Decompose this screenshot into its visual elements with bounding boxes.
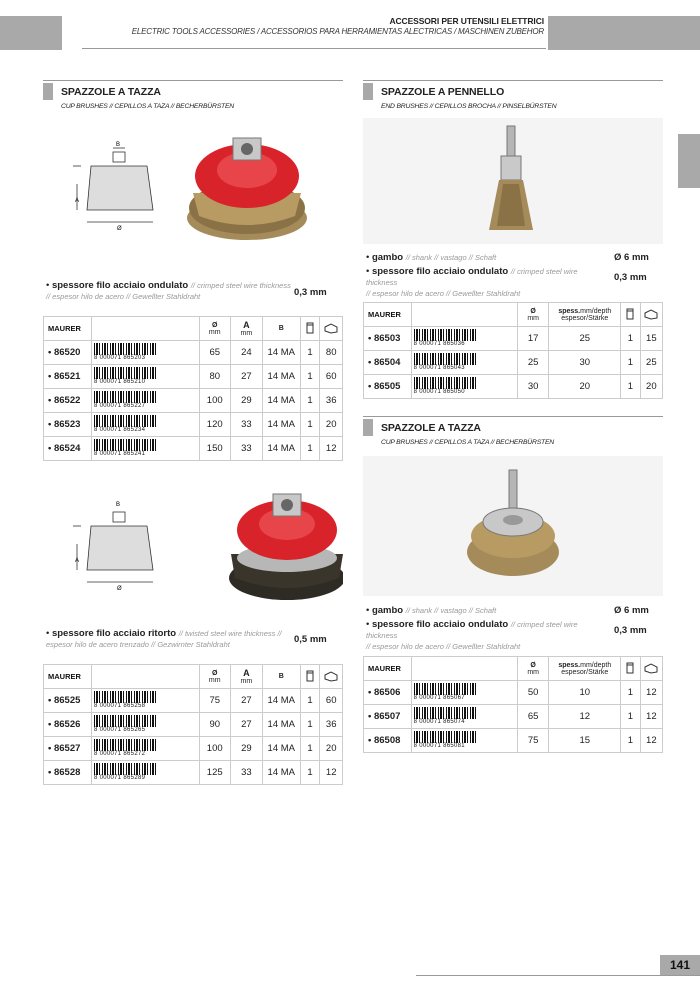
product-code: • 86523 [44,413,92,437]
cell-s: 25 [549,327,621,351]
barcode-number: 8 000071 865074 [413,719,465,725]
cell-b: 14 MA [262,437,300,461]
cell-d: 75 [517,729,549,753]
barcode-bars [414,353,476,365]
svg-text:Ø: Ø [117,586,122,592]
cell-box: 1 [621,729,641,753]
svg-text:B: B [116,502,121,508]
header-divider [82,48,546,49]
spec-shank-rb: • gambo // shank // vastago // Schaft [366,605,497,616]
table-row [44,761,343,785]
cell-s: 20 [549,375,621,399]
spec-crimped-left: • spessore filo acciaio ondulato // crimped steel wire thickness // espesor hilo de acero // Gewellter Stahldraht [46,280,291,301]
table-header [364,657,663,681]
spec-crimped-rt: • spessore filo acciaio ondulato // crimped steel wire thickness // espesor hilo de acero // Gewellter Stahldraht [366,266,578,298]
barcode [411,375,517,399]
cell-d: 65 [199,341,230,365]
barcode-number: 8 000071 865241 [94,451,146,457]
barcode-bars [94,739,156,751]
table-row [364,705,663,729]
table-row [44,737,343,761]
col-diameter: Ø mm [517,303,549,327]
pack-icon [320,665,343,689]
cell-a: 27 [230,689,262,713]
barcode-number: 8 000071 865272 [94,751,146,757]
col-diameter: Ø mm [199,317,230,341]
cell-box: 1 [300,365,320,389]
cell-s: 15 [549,729,621,753]
table-row [44,713,343,737]
cell-pack: 20 [640,375,662,399]
barcode [411,729,517,753]
shank-cup-brush-icon [363,456,663,596]
brand-logo: MAURER [364,303,412,327]
col-diameter: Ø mm [517,657,549,681]
table-row [44,413,343,437]
cell-pack: 80 [320,341,343,365]
svg-text:A: A [75,558,80,564]
barcode-number: 8 000071 865265 [94,727,146,733]
cell-a: 33 [230,437,262,461]
section-end-brushes [363,80,663,110]
table-header [44,317,343,341]
box-icon [621,657,641,681]
product-code: • 86508 [364,729,412,753]
section-subtitle: CUP BRUSHES // CEPILLOS A TAZA // BECHERBÜRSTEN [381,439,555,446]
cell-pack: 12 [640,681,662,705]
barcode-bars [94,343,156,355]
cell-pack: 20 [320,413,343,437]
cell-box: 1 [300,437,320,461]
section-marker [363,83,373,100]
table-row [44,437,343,461]
barcode-number: 8 000071 865203 [94,355,146,361]
col-b: B [262,665,300,689]
side-tab [678,134,700,188]
spec-crimped-rb: • spessore filo acciaio ondulato // crimped steel wire thickness // espesor hilo de acero // Gewellter Stahldraht [366,619,578,651]
cell-a: 29 [230,737,262,761]
table-row [44,365,343,389]
cell-box: 1 [300,689,320,713]
barcode-number: 8 000071 865210 [94,379,146,385]
barcode-number: 8 000071 865067 [413,695,465,701]
cell-box: 1 [300,389,320,413]
cell-d: 100 [199,737,230,761]
section-title: SPAZZOLE A TAZZA [381,421,481,434]
box-icon [300,665,320,689]
spec-trans2: // espesor hilo de acero // Gewellter Stahldraht [366,289,521,298]
brand-logo: MAURER [44,317,92,341]
product-code: • 86524 [44,437,92,461]
col-a: A mm [230,665,262,689]
barcode [411,705,517,729]
spec-shank-rt: • gambo // shank // vastago // Schaft [366,252,497,263]
pack-icon [640,657,662,681]
product-code: • 86507 [364,705,412,729]
product-table-left-top [43,316,343,461]
cell-box: 1 [300,341,320,365]
product-code: • 86503 [364,327,412,351]
product-table-left-bottom [43,664,343,785]
cell-b: 14 MA [262,713,300,737]
section-marker [43,83,53,100]
barcode [92,437,200,461]
barcode-bars [94,715,156,727]
cell-box: 1 [621,351,641,375]
spec-trans: // crimped steel wire thickness [190,281,291,290]
shank-value: Ø 6 mm [614,605,649,616]
cell-pack: 20 [320,737,343,761]
product-code: • 86505 [364,375,412,399]
cell-d: 75 [199,689,230,713]
barcode-number: 8 000071 865036 [413,341,465,347]
barcode-bars [414,707,476,719]
header-title: ACCESSORI PER UTENSILI ELETTRICI [389,16,544,26]
product-image-cup-brush-twisted [43,478,343,608]
shank-label: gambo [371,605,404,616]
cell-s: 12 [549,705,621,729]
table-row [364,375,663,399]
barcode-number: 8 000071 865043 [413,365,465,371]
barcode-bars [94,391,156,403]
cell-pack: 12 [640,705,662,729]
brand-logo: MAURER [44,665,92,689]
cell-pack: 60 [320,365,343,389]
product-image-shank-cup-brush [363,456,663,596]
cell-d: 150 [199,437,230,461]
cell-d: 90 [199,713,230,737]
svg-text:Ø: Ø [117,226,122,232]
table-row [44,389,343,413]
product-code: • 86528 [44,761,92,785]
spec-trans2: espesor hilo de acero trenzado // Gezwirnter Stahldraht [46,640,230,649]
cell-d: 125 [199,761,230,785]
barcode [92,689,200,713]
barcode-bars [94,415,156,427]
svg-text:B: B [116,142,121,148]
cell-d: 50 [517,681,549,705]
table-row [364,681,663,705]
section-subtitle: END BRUSHES // CEPILLOS BROCHA // PINSELBÜRSTEN [381,103,557,110]
cell-a: 33 [230,413,262,437]
cell-a: 33 [230,761,262,785]
cell-box: 1 [300,761,320,785]
shank-value: Ø 6 mm [614,252,649,263]
spec-trans: // twisted steel wire thickness // [178,629,282,638]
pack-icon [640,303,662,327]
barcode-bars [414,731,476,743]
cell-box: 1 [300,713,320,737]
box-icon [300,317,320,341]
product-code: • 86506 [364,681,412,705]
cell-a: 29 [230,389,262,413]
cell-d: 25 [517,351,549,375]
cell-box: 1 [621,705,641,729]
barcode [92,389,200,413]
cup-brush-diagram-icon [43,118,343,258]
pack-icon [320,317,343,341]
brand-logo: MAURER [364,657,412,681]
spec-label: spessore filo acciaio ondulato [51,280,189,291]
table-row [364,327,663,351]
section-subtitle: CUP BRUSHES // CEPILLOS A TAZA // BECHERBÜRSTEN [61,103,235,110]
cell-box: 1 [621,375,641,399]
product-code: • 86522 [44,389,92,413]
box-icon [621,303,641,327]
cell-box: 1 [300,413,320,437]
cell-b: 14 MA [262,413,300,437]
table-row [364,351,663,375]
cell-box: 1 [621,681,641,705]
section-title: SPAZZOLE A TAZZA [61,85,161,98]
product-code: • 86504 [364,351,412,375]
cell-d: 120 [199,413,230,437]
cell-s: 10 [549,681,621,705]
cell-d: 65 [517,705,549,729]
cell-s: 30 [549,351,621,375]
spec-value: 0,3 mm [614,625,647,636]
barcode [92,341,200,365]
barcode-bars [94,763,156,775]
barcode [411,681,517,705]
shank-trans: // shank // vastago // Schaft [405,253,497,262]
cell-d: 30 [517,375,549,399]
cell-pack: 36 [320,389,343,413]
header-subtitle: ELECTRIC TOOLS ACCESSORIES / ACCESSORIOS PARA HERRAMIENTAS ALECTRICAS / MASCHINEN ZUBEHOR [131,27,544,36]
section-marker [363,419,373,436]
end-brush-icon [363,118,663,244]
barcode-number: 8 000071 865050 [413,389,465,395]
barcode-number: 8 000071 865227 [94,403,146,409]
product-table-right-bottom [363,656,663,753]
barcode-number: 8 000071 865234 [94,427,146,433]
section-title: SPAZZOLE A PENNELLO [381,85,505,98]
barcode [92,413,200,437]
cell-a: 27 [230,713,262,737]
cell-b: 14 MA [262,341,300,365]
cell-b: 14 MA [262,365,300,389]
spec-twisted-left: • spessore filo acciaio ritorto // twisted steel wire thickness // espesor hilo de acero trenzado // Gezwirnter Stahldraht [46,628,282,649]
col-depth: spess.mm/depth espesor/Stärke [549,657,621,681]
cell-pack: 12 [320,761,343,785]
barcode-bars [94,691,156,703]
col-depth: spess.mm/depth espesor/Stärke [549,303,621,327]
col-diameter: Ø mm [199,665,230,689]
col-a: A mm [230,317,262,341]
cell-pack: 25 [640,351,662,375]
section-cup-brushes-left [43,80,343,110]
product-code: • 86520 [44,341,92,365]
product-image-cup-brush-crimped [43,118,343,258]
product-code: • 86521 [44,365,92,389]
shank-label: gambo [371,252,404,263]
barcode-bars [414,377,476,389]
header-right-bar [548,16,700,50]
table-header [44,665,343,689]
table-row [44,689,343,713]
table-header [364,303,663,327]
footer-divider [416,975,700,976]
spec-label: spessore filo acciaio ondulato [371,619,509,630]
cell-d: 80 [199,365,230,389]
svg-text:A: A [75,198,80,204]
barcode-bars [414,329,476,341]
barcode [92,365,200,389]
col-b: B [262,317,300,341]
cell-box: 1 [621,327,641,351]
cell-pack: 15 [640,327,662,351]
barcode [92,713,200,737]
section-cup-brushes-right [363,416,663,446]
cell-b: 14 MA [262,389,300,413]
barcode [92,737,200,761]
cell-b: 14 MA [262,689,300,713]
cup-brush-twisted-diagram-icon [43,478,343,608]
spec-trans: // crimped steel wire thickness [366,267,578,287]
spec-value: 0,5 mm [294,634,327,645]
cell-pack: 12 [640,729,662,753]
cell-pack: 60 [320,689,343,713]
barcode-bars [94,367,156,379]
barcode-number: 8 000071 865258 [94,703,146,709]
cell-a: 24 [230,341,262,365]
barcode-bars [94,439,156,451]
barcode-number: 8 000071 865081 [413,743,465,749]
spec-trans: // crimped steel wire thickness [366,620,578,640]
cell-d: 100 [199,389,230,413]
table-row [44,341,343,365]
cell-b: 14 MA [262,761,300,785]
barcode-bars [414,683,476,695]
spec-trans2: // espesor hilo de acero // Gewellter Stahldraht [46,292,201,301]
spec-trans2: // espesor hilo de acero // Gewellter Stahldraht [366,642,521,651]
cell-b: 14 MA [262,737,300,761]
spec-label: spessore filo acciaio ondulato [371,266,509,277]
header-left-bar [0,16,62,50]
product-code: • 86526 [44,713,92,737]
shank-trans: // shank // vastago // Schaft [405,606,497,615]
barcode-number: 8 000071 865289 [94,775,146,781]
cell-a: 27 [230,365,262,389]
spec-value: 0,3 mm [294,287,327,298]
barcode [411,327,517,351]
cell-pack: 36 [320,713,343,737]
spec-label: spessore filo acciaio ritorto [51,628,177,639]
cell-box: 1 [300,737,320,761]
cell-pack: 12 [320,437,343,461]
barcode [411,351,517,375]
product-table-right-top [363,302,663,399]
product-code: • 86527 [44,737,92,761]
cell-d: 17 [517,327,549,351]
table-row [364,729,663,753]
page-number: 141 [660,955,700,975]
product-code: • 86525 [44,689,92,713]
product-image-end-brush [363,118,663,244]
spec-value: 0,3 mm [614,272,647,283]
barcode [92,761,200,785]
